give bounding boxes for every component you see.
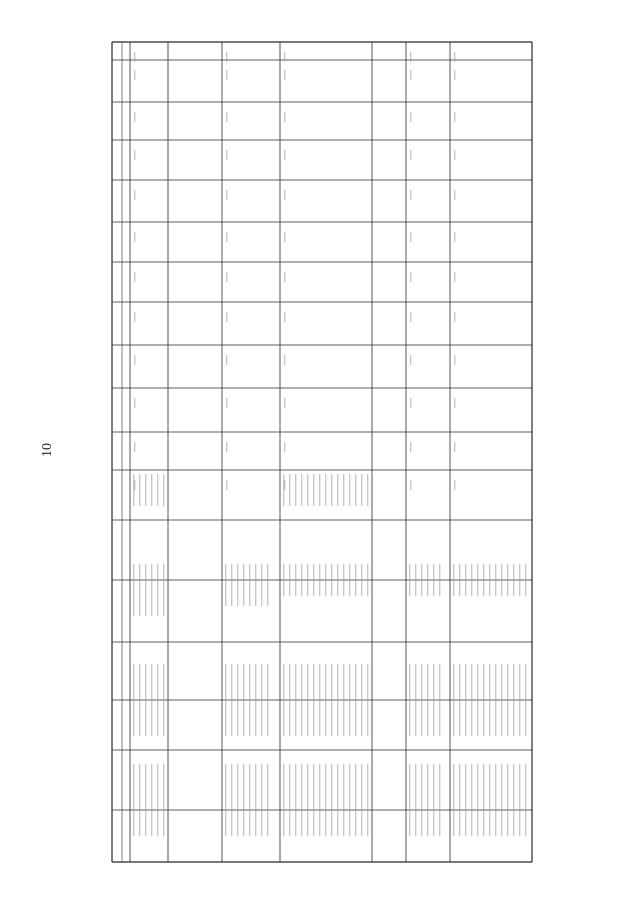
illegible-value-mark bbox=[134, 150, 135, 160]
illegible-text-mark bbox=[255, 564, 256, 606]
illegible-text-mark bbox=[163, 564, 164, 616]
illegible-text-mark bbox=[157, 764, 158, 836]
illegible-text-mark bbox=[453, 764, 454, 836]
illegible-text-mark bbox=[367, 564, 368, 596]
illegible-text-mark bbox=[343, 764, 344, 836]
illegible-text-mark bbox=[163, 764, 164, 836]
illegible-text-mark bbox=[267, 764, 268, 836]
illegible-text-mark bbox=[525, 664, 526, 736]
illegible-value-mark bbox=[134, 272, 135, 282]
illegible-text-mark bbox=[163, 664, 164, 736]
illegible-text-mark bbox=[289, 474, 290, 506]
illegible-text-mark bbox=[477, 564, 478, 596]
illegible-text-mark bbox=[459, 664, 460, 736]
illegible-text-mark bbox=[495, 564, 496, 596]
illegible-text-mark bbox=[133, 764, 134, 836]
illegible-text-mark bbox=[409, 764, 410, 836]
illegible-text-mark bbox=[477, 664, 478, 736]
illegible-text-mark bbox=[133, 664, 134, 736]
illegible-text-mark bbox=[283, 764, 284, 836]
illegible-value-mark bbox=[226, 70, 227, 80]
illegible-text-mark bbox=[325, 474, 326, 506]
illegible-text-mark bbox=[415, 564, 416, 596]
illegible-text-mark bbox=[139, 664, 140, 736]
illegible-value-mark bbox=[454, 442, 455, 452]
illegible-text-mark bbox=[307, 764, 308, 836]
illegible-value-mark bbox=[454, 52, 455, 62]
illegible-value-mark bbox=[410, 52, 411, 62]
illegible-text-mark bbox=[343, 474, 344, 506]
illegible-text-mark bbox=[313, 764, 314, 836]
illegible-text-mark bbox=[255, 764, 256, 836]
illegible-value-mark bbox=[134, 52, 135, 62]
illegible-text-mark bbox=[349, 564, 350, 596]
illegible-text-mark bbox=[367, 664, 368, 736]
illegible-text-mark bbox=[507, 664, 508, 736]
illegible-value-mark bbox=[410, 398, 411, 408]
illegible-text-mark bbox=[301, 664, 302, 736]
illegible-text-mark bbox=[421, 664, 422, 736]
illegible-value-mark bbox=[410, 190, 411, 200]
illegible-text-mark bbox=[415, 664, 416, 736]
illegible-text-mark bbox=[249, 764, 250, 836]
illegible-text-mark bbox=[361, 664, 362, 736]
illegible-text-mark bbox=[337, 764, 338, 836]
illegible-value-mark bbox=[410, 312, 411, 322]
illegible-text-mark bbox=[261, 764, 262, 836]
illegible-value-mark bbox=[226, 355, 227, 365]
illegible-value-mark bbox=[454, 398, 455, 408]
illegible-text-mark bbox=[421, 764, 422, 836]
illegible-text-mark bbox=[337, 664, 338, 736]
illegible-text-mark bbox=[519, 664, 520, 736]
illegible-text-mark bbox=[471, 664, 472, 736]
illegible-value-mark bbox=[284, 112, 285, 122]
illegible-value-mark bbox=[410, 112, 411, 122]
illegible-text-mark bbox=[501, 564, 502, 596]
illegible-text-mark bbox=[513, 764, 514, 836]
illegible-text-mark bbox=[337, 474, 338, 506]
illegible-text-mark bbox=[301, 564, 302, 596]
illegible-value-mark bbox=[284, 480, 285, 490]
illegible-value-mark bbox=[226, 442, 227, 452]
illegible-text-mark bbox=[295, 664, 296, 736]
illegible-text-mark bbox=[355, 564, 356, 596]
illegible-value-mark bbox=[284, 52, 285, 62]
illegible-text-mark bbox=[349, 474, 350, 506]
illegible-value-mark bbox=[134, 312, 135, 322]
illegible-text-mark bbox=[307, 664, 308, 736]
illegible-text-mark bbox=[319, 664, 320, 736]
illegible-text-mark bbox=[525, 764, 526, 836]
illegible-text-mark bbox=[231, 664, 232, 736]
illegible-text-mark bbox=[507, 764, 508, 836]
illegible-text-mark bbox=[231, 564, 232, 606]
illegible-text-mark bbox=[501, 664, 502, 736]
illegible-text-mark bbox=[343, 564, 344, 596]
illegible-text-mark bbox=[295, 474, 296, 506]
illegible-text-mark bbox=[477, 764, 478, 836]
illegible-text-mark bbox=[139, 564, 140, 616]
illegible-text-mark bbox=[301, 474, 302, 506]
illegible-text-mark bbox=[151, 474, 152, 506]
illegible-text-mark bbox=[289, 764, 290, 836]
illegible-text-mark bbox=[249, 564, 250, 606]
illegible-value-mark bbox=[454, 112, 455, 122]
illegible-value-mark bbox=[410, 272, 411, 282]
illegible-text-mark bbox=[507, 564, 508, 596]
illegible-text-mark bbox=[349, 764, 350, 836]
illegible-text-mark bbox=[421, 564, 422, 596]
illegible-text-mark bbox=[433, 664, 434, 736]
illegible-text-mark bbox=[157, 664, 158, 736]
illegible-text-mark bbox=[261, 664, 262, 736]
illegible-text-mark bbox=[145, 664, 146, 736]
illegible-text-mark bbox=[325, 664, 326, 736]
illegible-text-mark bbox=[267, 664, 268, 736]
illegible-text-mark bbox=[151, 764, 152, 836]
illegible-value-mark bbox=[284, 232, 285, 242]
illegible-text-mark bbox=[145, 564, 146, 616]
illegible-value-mark bbox=[410, 232, 411, 242]
illegible-text-mark bbox=[243, 564, 244, 606]
illegible-text-mark bbox=[459, 564, 460, 596]
illegible-text-mark bbox=[513, 664, 514, 736]
illegible-text-mark bbox=[151, 664, 152, 736]
illegible-value-mark bbox=[284, 190, 285, 200]
illegible-text-mark bbox=[145, 474, 146, 506]
illegible-text-mark bbox=[361, 764, 362, 836]
illegible-text-mark bbox=[319, 564, 320, 596]
illegible-value-mark bbox=[134, 70, 135, 80]
illegible-text-mark bbox=[519, 764, 520, 836]
illegible-text-mark bbox=[519, 564, 520, 596]
illegible-text-mark bbox=[301, 764, 302, 836]
illegible-text-mark bbox=[331, 564, 332, 596]
illegible-text-mark bbox=[157, 564, 158, 616]
illegible-value-mark bbox=[134, 480, 135, 490]
illegible-value-mark bbox=[226, 272, 227, 282]
illegible-value-mark bbox=[226, 232, 227, 242]
illegible-value-mark bbox=[454, 312, 455, 322]
illegible-text-mark bbox=[513, 564, 514, 596]
illegible-value-mark bbox=[226, 190, 227, 200]
illegible-text-mark bbox=[307, 474, 308, 506]
illegible-value-mark bbox=[410, 480, 411, 490]
illegible-text-mark bbox=[489, 664, 490, 736]
illegible-value-mark bbox=[454, 70, 455, 80]
illegible-value-mark bbox=[410, 150, 411, 160]
illegible-text-mark bbox=[409, 564, 410, 596]
illegible-text-mark bbox=[289, 564, 290, 596]
illegible-value-mark bbox=[284, 355, 285, 365]
illegible-text-mark bbox=[313, 564, 314, 596]
illegible-text-mark bbox=[325, 764, 326, 836]
illegible-text-mark bbox=[361, 564, 362, 596]
illegible-text-mark bbox=[325, 564, 326, 596]
illegible-value-mark bbox=[226, 52, 227, 62]
illegible-text-mark bbox=[439, 664, 440, 736]
illegible-text-mark bbox=[243, 764, 244, 836]
illegible-text-mark bbox=[439, 764, 440, 836]
illegible-text-mark bbox=[237, 564, 238, 606]
illegible-text-mark bbox=[243, 664, 244, 736]
illegible-text-mark bbox=[495, 764, 496, 836]
illegible-value-mark bbox=[134, 232, 135, 242]
illegible-text-mark bbox=[439, 564, 440, 596]
illegible-text-mark bbox=[255, 664, 256, 736]
illegible-text-mark bbox=[225, 664, 226, 736]
illegible-value-mark bbox=[454, 190, 455, 200]
illegible-text-mark bbox=[465, 564, 466, 596]
illegible-text-mark bbox=[471, 564, 472, 596]
illegible-text-mark bbox=[331, 664, 332, 736]
illegible-text-mark bbox=[427, 564, 428, 596]
illegible-text-mark bbox=[433, 764, 434, 836]
illegible-value-mark bbox=[454, 232, 455, 242]
illegible-value-mark bbox=[284, 150, 285, 160]
illegible-text-mark bbox=[337, 564, 338, 596]
illegible-value-mark bbox=[226, 312, 227, 322]
illegible-text-mark bbox=[225, 564, 226, 606]
illegible-value-mark bbox=[454, 480, 455, 490]
illegible-text-mark bbox=[139, 764, 140, 836]
illegible-value-mark bbox=[454, 150, 455, 160]
illegible-value-mark bbox=[284, 312, 285, 322]
illegible-value-mark bbox=[284, 398, 285, 408]
illegible-text-mark bbox=[471, 764, 472, 836]
illegible-text-mark bbox=[289, 664, 290, 736]
illegible-text-mark bbox=[465, 664, 466, 736]
illegible-text-mark bbox=[139, 474, 140, 506]
illegible-text-mark bbox=[367, 474, 368, 506]
illegible-value-mark bbox=[454, 355, 455, 365]
illegible-text-mark bbox=[465, 764, 466, 836]
illegible-text-mark bbox=[163, 474, 164, 506]
illegible-text-mark bbox=[489, 764, 490, 836]
illegible-text-mark bbox=[427, 664, 428, 736]
illegible-text-mark bbox=[319, 764, 320, 836]
illegible-value-mark bbox=[226, 150, 227, 160]
illegible-text-mark bbox=[433, 564, 434, 596]
illegible-text-mark bbox=[483, 564, 484, 596]
illegible-text-mark bbox=[355, 474, 356, 506]
illegible-text-mark bbox=[283, 564, 284, 596]
illegible-value-mark bbox=[284, 442, 285, 452]
illegible-value-mark bbox=[454, 272, 455, 282]
illegible-value-mark bbox=[410, 442, 411, 452]
illegible-text-mark bbox=[355, 664, 356, 736]
illegible-value-mark bbox=[134, 442, 135, 452]
illegible-value-mark bbox=[284, 272, 285, 282]
illegible-text-mark bbox=[367, 764, 368, 836]
illegible-text-mark bbox=[349, 664, 350, 736]
illegible-text-mark bbox=[313, 474, 314, 506]
illegible-text-mark bbox=[307, 564, 308, 596]
illegible-value-mark bbox=[134, 398, 135, 408]
illegible-text-mark bbox=[331, 474, 332, 506]
illegible-text-mark bbox=[453, 664, 454, 736]
illegible-text-mark bbox=[409, 664, 410, 736]
illegible-value-mark bbox=[410, 70, 411, 80]
illegible-text-mark bbox=[249, 664, 250, 736]
illegible-value-mark bbox=[410, 355, 411, 365]
illegible-text-mark bbox=[495, 664, 496, 736]
illegible-text-mark bbox=[225, 764, 226, 836]
illegible-text-mark bbox=[525, 564, 526, 596]
illegible-value-mark bbox=[226, 112, 227, 122]
illegible-text-mark bbox=[483, 664, 484, 736]
illegible-text-mark bbox=[453, 564, 454, 596]
illegible-text-mark bbox=[489, 564, 490, 596]
illegible-text-mark bbox=[483, 764, 484, 836]
illegible-text-mark bbox=[295, 564, 296, 596]
illegible-value-mark bbox=[226, 398, 227, 408]
illegible-value-mark bbox=[284, 70, 285, 80]
illegible-text-mark bbox=[261, 564, 262, 606]
illegible-text-mark bbox=[283, 664, 284, 736]
illegible-text-mark bbox=[501, 764, 502, 836]
illegible-text-mark bbox=[237, 764, 238, 836]
illegible-text-mark bbox=[237, 664, 238, 736]
illegible-value-mark bbox=[134, 355, 135, 365]
illegible-text-mark bbox=[313, 664, 314, 736]
illegible-text-mark bbox=[319, 474, 320, 506]
illegible-text-mark bbox=[151, 564, 152, 616]
illegible-text-mark bbox=[355, 764, 356, 836]
illegible-text-mark bbox=[267, 564, 268, 606]
illegible-value-mark bbox=[226, 480, 227, 490]
illegible-text-mark bbox=[331, 764, 332, 836]
illegible-text-mark bbox=[427, 764, 428, 836]
illegible-value-mark bbox=[134, 112, 135, 122]
page-number: 10 bbox=[40, 443, 55, 457]
illegible-text-mark bbox=[231, 764, 232, 836]
illegible-text-mark bbox=[361, 474, 362, 506]
illegible-text-mark bbox=[133, 564, 134, 616]
illegible-text-mark bbox=[459, 764, 460, 836]
illegible-text-mark bbox=[295, 764, 296, 836]
illegible-text-mark bbox=[145, 764, 146, 836]
illegible-text-mark bbox=[343, 664, 344, 736]
illegible-value-mark bbox=[134, 190, 135, 200]
illegible-text-mark bbox=[157, 474, 158, 506]
illegible-text-mark bbox=[415, 764, 416, 836]
